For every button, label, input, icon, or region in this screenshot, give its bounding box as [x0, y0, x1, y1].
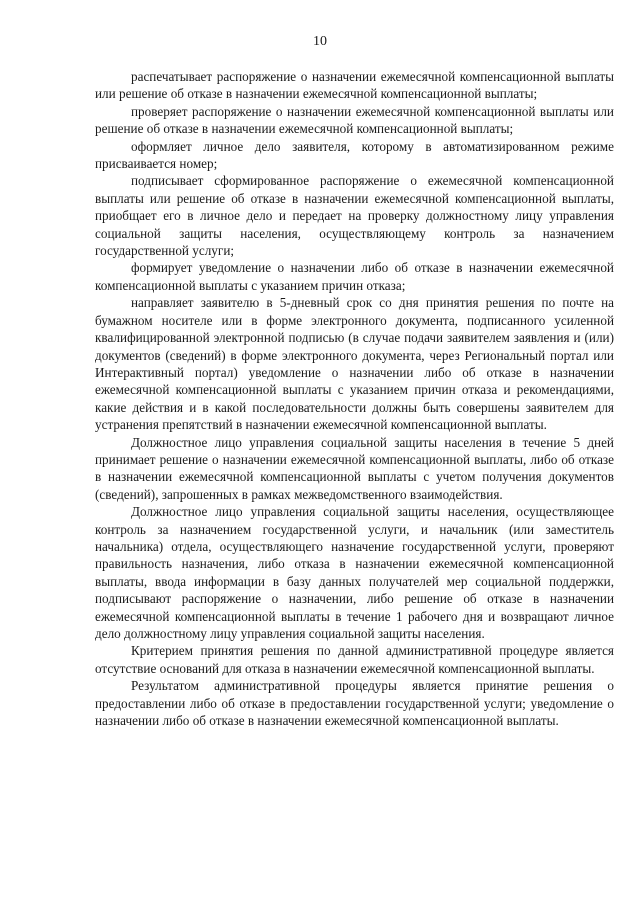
page-number: 10 [313, 34, 327, 49]
paragraph: формирует уведомление о назначении либо об отказе в назначении ежемесячной компенсационной выплаты с указанием причин отказа; [95, 260, 614, 293]
paragraph: проверяет распоряжение о назначении ежемесячной компенсационной выплаты или решение об отказе в назначении ежемесячной компенсационной выплаты; [95, 103, 614, 137]
paragraph: Результатом административной процедуры является принятие решения о предоставлении либо об отказе в предоставлении государственной услуги; уведомление о назначении либо об отказе в назначении ежемесячной компенсационной выплаты. [95, 678, 614, 729]
document-body [95, 68, 614, 729]
paragraph: Критерием принятия решения по данной административной процедуре является отсутствие оснований для отказа в назначении ежемесячной компенсационной выплаты. [95, 643, 614, 676]
paragraph: Должностное лицо управления социальной защиты населения в течение 5 дней принимает решение о назначении ежемесячной компенсационной выплаты, либо об отказе в назначении ежемесячной компенсационной выплаты с учетом получения документов (сведений), запрошенных в рамках межведомственного взаимодействия. [95, 434, 614, 502]
paragraph: оформляет личное дело заявителя, которому в автоматизированном режиме присваивается номер; [95, 138, 614, 172]
paragraph: подписывает сформированное распоряжение о ежемесячной компенсационной выплаты или решение об отказе в назначении ежемесячной компенсационной выплаты, приобщает его в личное дело и передает на проверку должностному лицу управления социальной защиты населения, осуществляющему контроль за назначением государственной услуги; [95, 173, 614, 259]
paragraph: распечатывает распоряжение о назначении ежемесячной компенсационной выплаты или решение об отказе в назначении ежемесячной компенсационной выплаты; [95, 69, 614, 102]
paragraph: направляет заявителю в 5-дневный срок со дня принятия решения по почте на бумажном носителе или в форме электронного документа, подписанного усиленной квалифицированной электронной подписью (в случае подачи заявителем заявления и (или) документов (сведений) в форме электронного документа, через Региональный портал или Интерактивный портал) уведомление о назначении либо об отказе в назначении ежемесячной компенсационной выплаты с указанием причин отказа и рекомендациями, какие действия и в какой последовательности должны быть совершены заявителем для устранения препятствий в назначении ежемесячной компенсационной выплаты. [95, 295, 614, 433]
paragraph: Должностное лицо управления социальной защиты населения, осуществляющее контроль за назначением государственной услуги, и начальник (или заместитель начальника) отдела, осуществляющего назначение государственной услуги, проверяют правильность назначения, либо отказа в назначении ежемесячной компенсационной выплаты, ввода информации в базу данных получателей мер социальной поддержки, подписывают распоряжение о назначении, либо решение об отказе в назначении ежемесячной компенсационной выплаты в течение 1 рабочего дня и возвращают личное дело должностному лицу управления социальной защиты населения. [95, 504, 614, 641]
